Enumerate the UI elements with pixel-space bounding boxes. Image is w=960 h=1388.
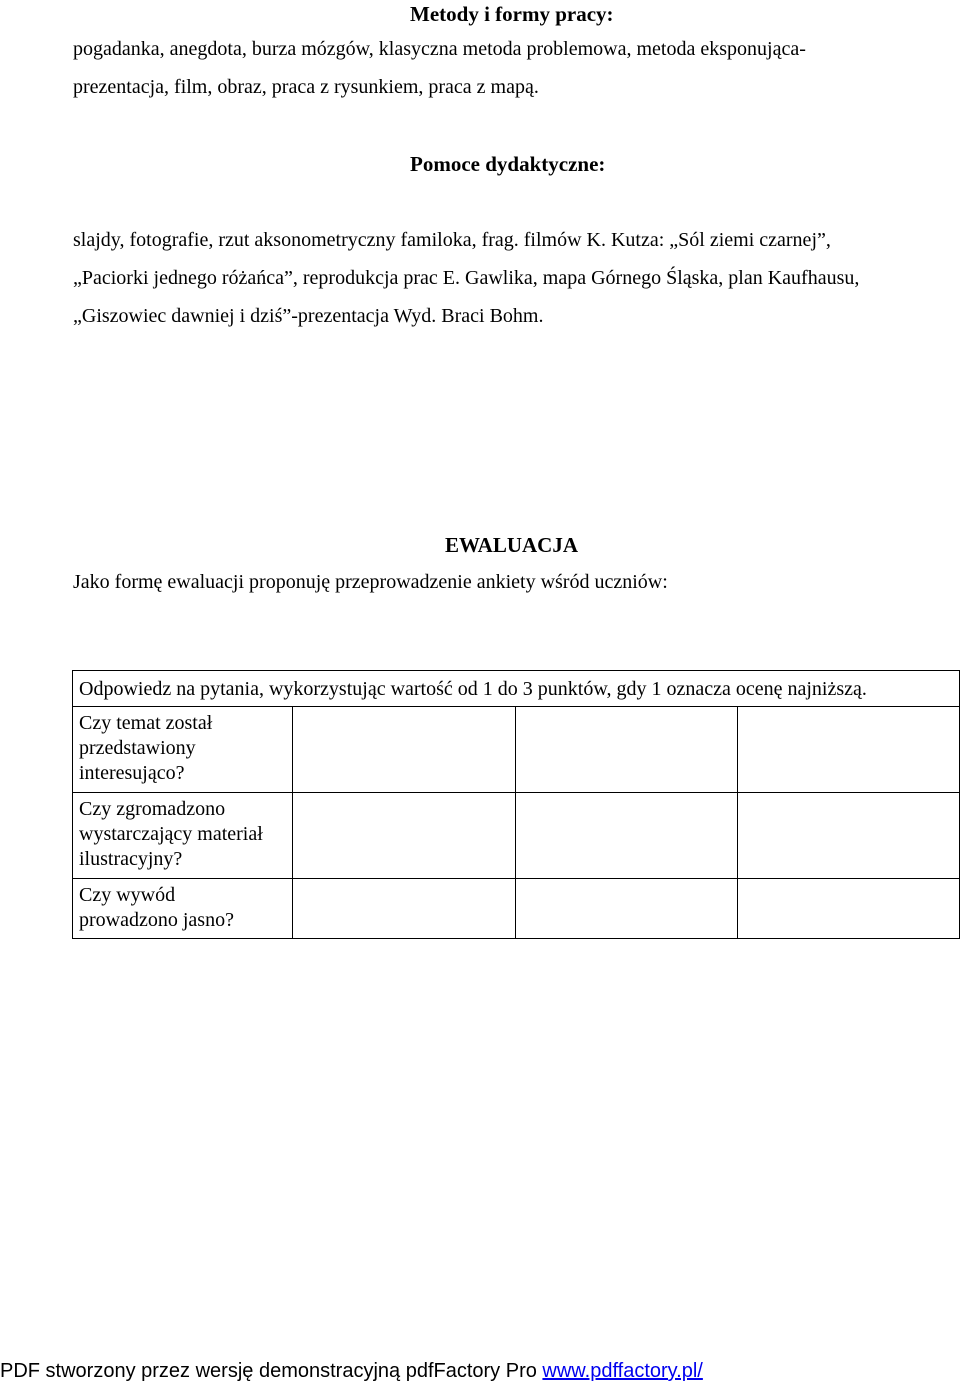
question-line: przedstawiony [79,737,196,759]
question-cell [73,879,293,939]
question-cell [73,793,293,879]
methods-text-line-1: pogadanka, anegdota, burza mózgów, klasyczna metoda problemowa, metoda eksponująca- [73,38,806,60]
question-line: prowadzono jasno? [79,909,234,931]
evaluation-heading: EWALUACJA [445,533,579,557]
survey-table [72,670,960,939]
footer-link[interactable]: www.pdffactory.pl/ [542,1360,703,1382]
answer-cell[interactable] [515,707,737,793]
question-line: ilustracyjny? [79,848,183,870]
question-line: Czy zgromadzono [79,798,226,820]
survey-instruction: Odpowiedz na pytania, wykorzystując wartość od 1 do 3 punktów, gdy 1 oznacza ocenę najniższą. [73,671,960,707]
answer-cell[interactable] [293,707,515,793]
aids-text-line-2: „Paciorki jednego różańca”, reprodukcja prac E. Gawlika, mapa Górnego Śląska, plan Kaufhausu, [73,267,860,289]
answer-cell[interactable] [737,879,959,939]
answer-cell[interactable] [515,793,737,879]
answer-cell[interactable] [293,879,515,939]
question-line: wystarczający materiał [79,823,263,845]
question-line: interesująco? [79,762,185,784]
table-row [73,879,960,939]
answer-cell[interactable] [737,707,959,793]
footer-text: PDF stworzony przez wersję demonstracyjną pdfFactory Pro [0,1360,543,1382]
question-line: Czy temat został [79,712,213,734]
answer-cell[interactable] [515,879,737,939]
answer-cell[interactable] [737,793,959,879]
aids-heading: Pomoce dydaktyczne: [410,152,606,176]
table-row [73,707,960,793]
answer-cell[interactable] [293,793,515,879]
aids-text-line-3: „Giszowiec dawniej i dziś”-prezentacja Wyd. Braci Bohm. [73,305,544,327]
survey-instruction-row [73,671,960,707]
methods-heading: Metody i formy pracy: [410,2,614,26]
pdf-footer [0,1360,703,1383]
evaluation-intro: Jako formę ewaluacji proponuję przeprowadzenie ankiety wśród uczniów: [73,571,668,593]
aids-text-line-1: slajdy, fotografie, rzut aksonometryczny familoka, frag. filmów K. Kutza: „Sól ziemi czarnej”, [73,229,831,251]
table-row [73,793,960,879]
question-cell [73,707,293,793]
methods-text-line-2: prezentacja, film, obraz, praca z rysunkiem, praca z mapą. [73,76,539,98]
question-line: Czy wywód [79,884,176,906]
